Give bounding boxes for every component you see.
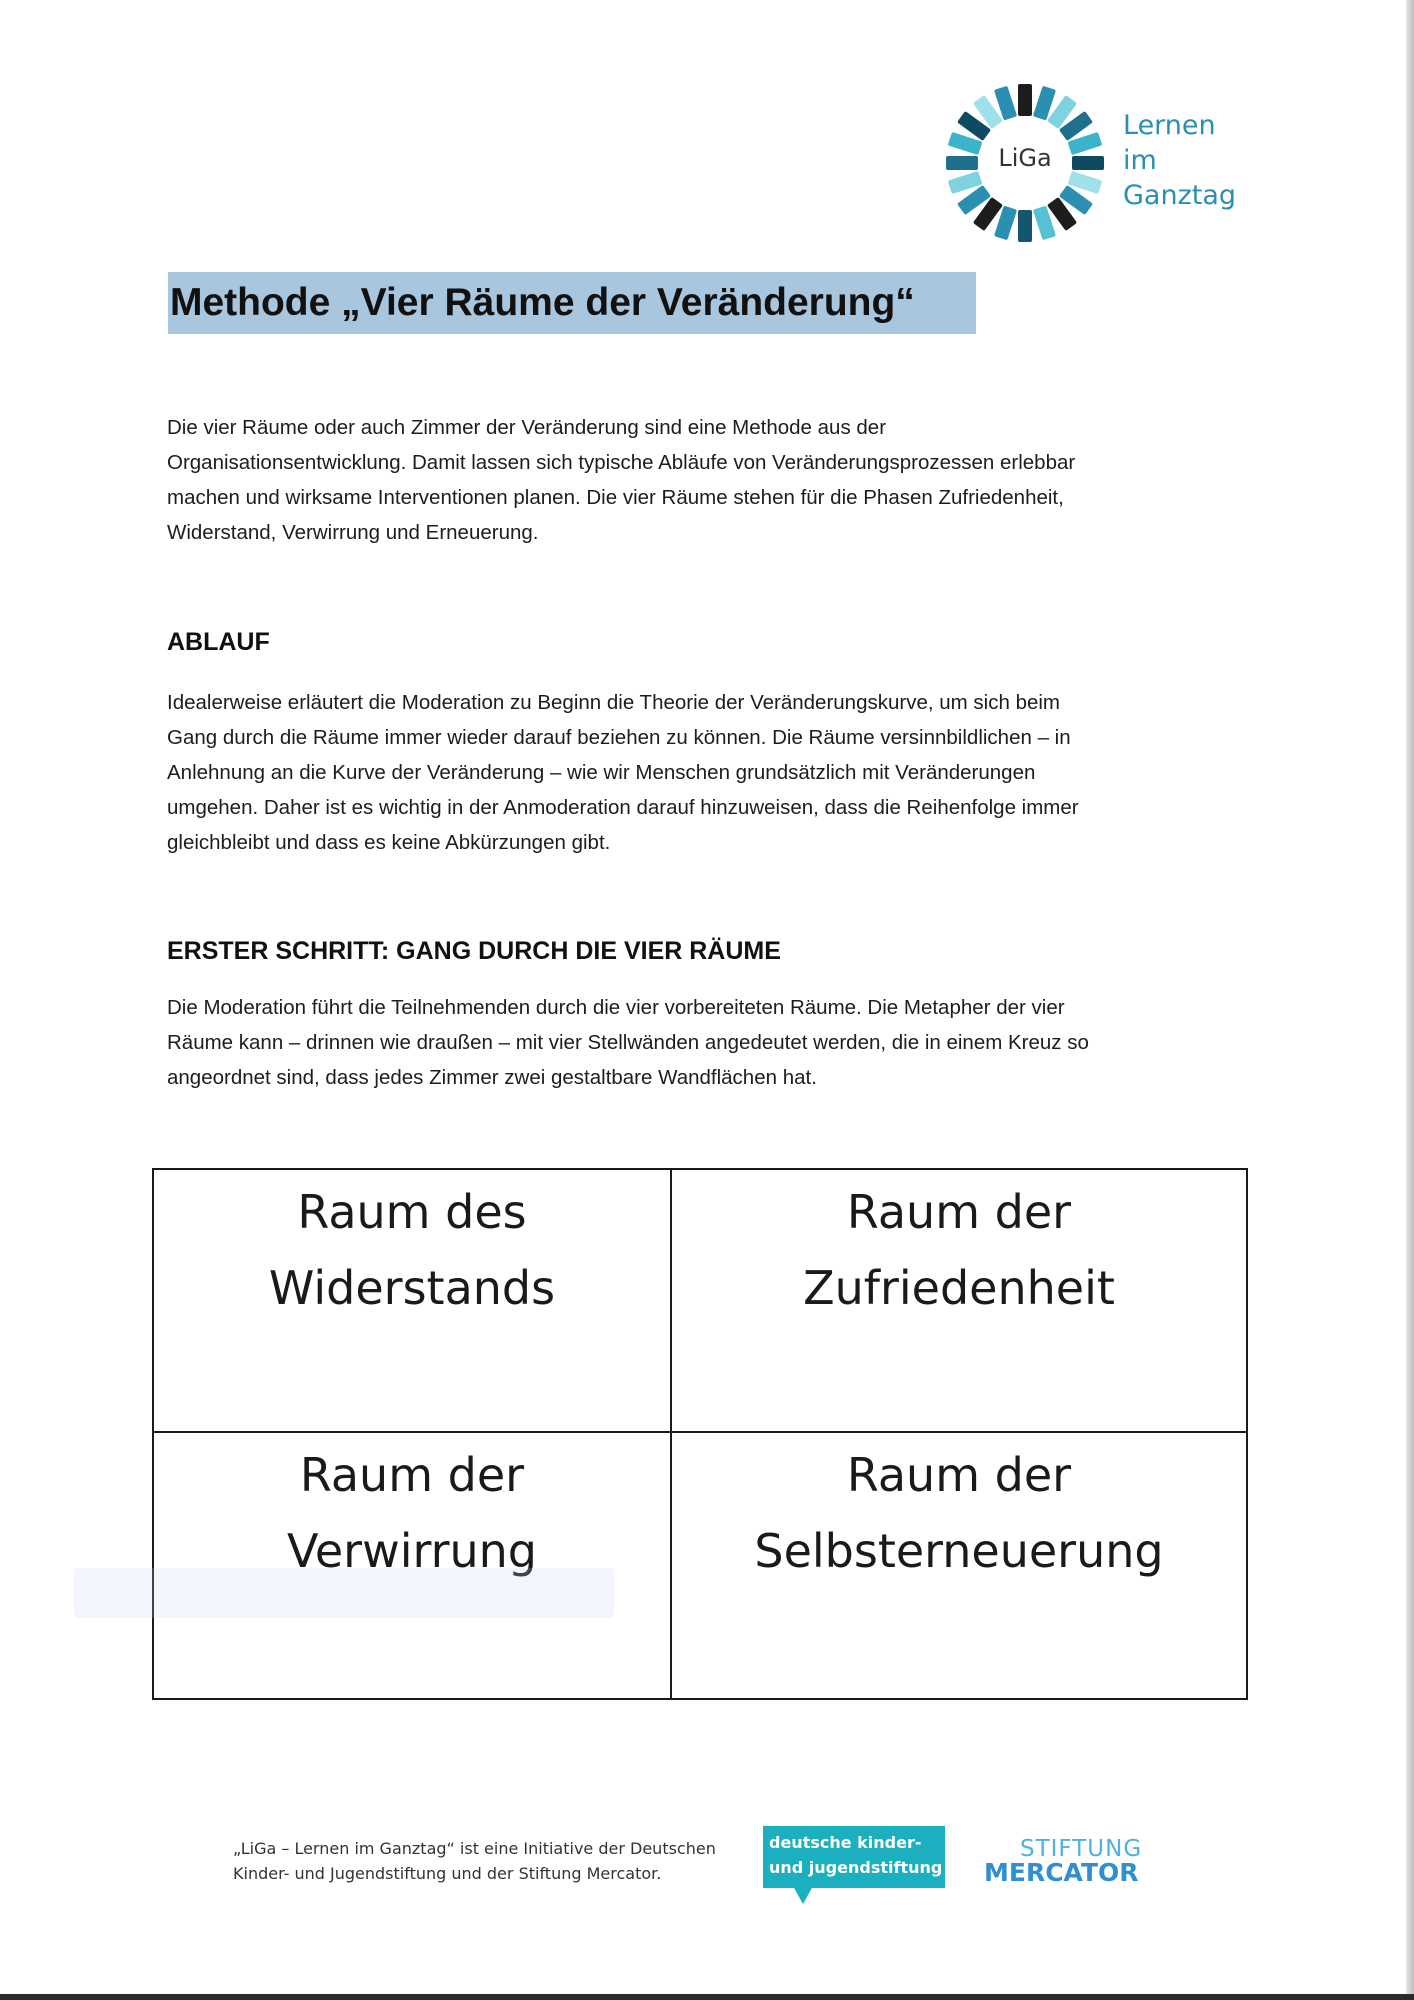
room-cell-zufriedenheit [672, 1170, 1246, 1433]
text-line: Räume kann – drinnen wie draußen – mit vier Stellwänden angedeutet werden, die in einem Kreuz so [167, 1031, 1089, 1054]
section-heading-schritt1: ERSTER SCHRITT: GANG DURCH DIE VIER RÄUME [167, 937, 781, 965]
footer-text [233, 1836, 753, 1886]
text-line: Organisationsentwicklung. Damit lassen sich typische Abläufe von Veränderungsprozessen erlebbar [167, 451, 1076, 474]
mercator-logo-line: MERCATOR [984, 1858, 1139, 1887]
text-line: gleichbleibt und dass es keine Abkürzungen gibt. [167, 831, 611, 854]
room-cell-verwirrung [154, 1433, 672, 1698]
liga-ring-segment [1018, 84, 1032, 116]
intro-paragraph [167, 410, 1257, 550]
room-label-line: Verwirrung [286, 1524, 538, 1578]
room-label-line: Widerstands [268, 1261, 556, 1315]
text-line: Gang durch die Räume immer wieder darauf beziehen zu können. Die Räume versinnbildlichen – in [167, 726, 1071, 749]
page-edge-shadow [1406, 0, 1414, 2000]
text-line: Anlehnung an die Kurve der Veränderung – wie wir Menschen grundsätzlich mit Veränderungen [167, 761, 1036, 784]
text-line: machen und wirksame Interventionen planen. Die vier Räume stehen für die Phasen Zufriedenheit, [167, 486, 1064, 509]
room-cell-widerstand [154, 1170, 672, 1433]
room-cell-selbsterneuerung [672, 1433, 1246, 1698]
liga-ring-segment [946, 156, 978, 170]
page-title: Methode „Vier Räume der Veränderung“ [168, 272, 976, 334]
dkjs-logo [763, 1826, 945, 1904]
footer-text-line: Kinder- und Jugendstiftung und der Stiftung Mercator. [233, 1864, 662, 1883]
liga-ring-segment [1018, 210, 1032, 242]
logo-text-line: Ganztag [1123, 180, 1237, 211]
dkjs-logo-line: und jugendstiftung [769, 1858, 943, 1877]
text-line: Idealerweise erläutert die Moderation zu Beginn die Theorie der Veränderungskurve, um sich beim [167, 691, 1061, 714]
room-label-line: Raum der [846, 1185, 1072, 1239]
faint-overlay-bar [74, 1568, 614, 1618]
room-label-line: Selbsterneuerung [754, 1524, 1164, 1578]
section-heading-ablauf: ABLAUF [167, 628, 270, 656]
logo-text-line: Lernen [1123, 110, 1216, 141]
liga-logo [940, 78, 1260, 248]
mercator-logo-line: STIFTUNG [1020, 1836, 1143, 1862]
liga-ring-label: LiGa [998, 144, 1052, 172]
room-label-line: Raum der [299, 1448, 525, 1502]
ablauf-paragraph [167, 685, 1257, 860]
rooms-table [152, 1168, 1248, 1700]
text-line: Die Moderation führt die Teilnehmenden durch die vier vorbereiteten Räume. Die Metapher der vier [167, 996, 1065, 1019]
liga-ring-segment [1072, 156, 1104, 170]
text-line: Widerstand, Verwirrung und Erneuerung. [167, 521, 539, 544]
room-label-line: Raum des [297, 1185, 527, 1239]
mercator-logo [984, 1836, 1154, 1896]
logo-text-line: im [1123, 145, 1157, 176]
text-line: Die vier Räume oder auch Zimmer der Veränderung sind eine Methode aus der [167, 416, 887, 439]
text-line: angeordnet sind, dass jedes Zimmer zwei gestaltbare Wandflächen hat. [167, 1066, 817, 1089]
page-bottom-bar [0, 1994, 1414, 2000]
footer-text-line: „LiGa – Lernen im Ganztag“ ist eine Initiative der Deutschen [233, 1839, 716, 1858]
dkjs-logo-tail [793, 1886, 813, 1904]
room-label-line: Zufriedenheit [803, 1261, 1115, 1315]
schritt1-paragraph [167, 990, 1257, 1095]
text-line: umgehen. Daher ist es wichtig in der Anmoderation darauf hinzuweisen, dass die Reihenfolge immer [167, 796, 1079, 819]
liga-logo-text [1123, 108, 1236, 213]
room-label-line: Raum der [846, 1448, 1072, 1502]
dkjs-logo-line: deutsche kinder- [769, 1833, 922, 1852]
